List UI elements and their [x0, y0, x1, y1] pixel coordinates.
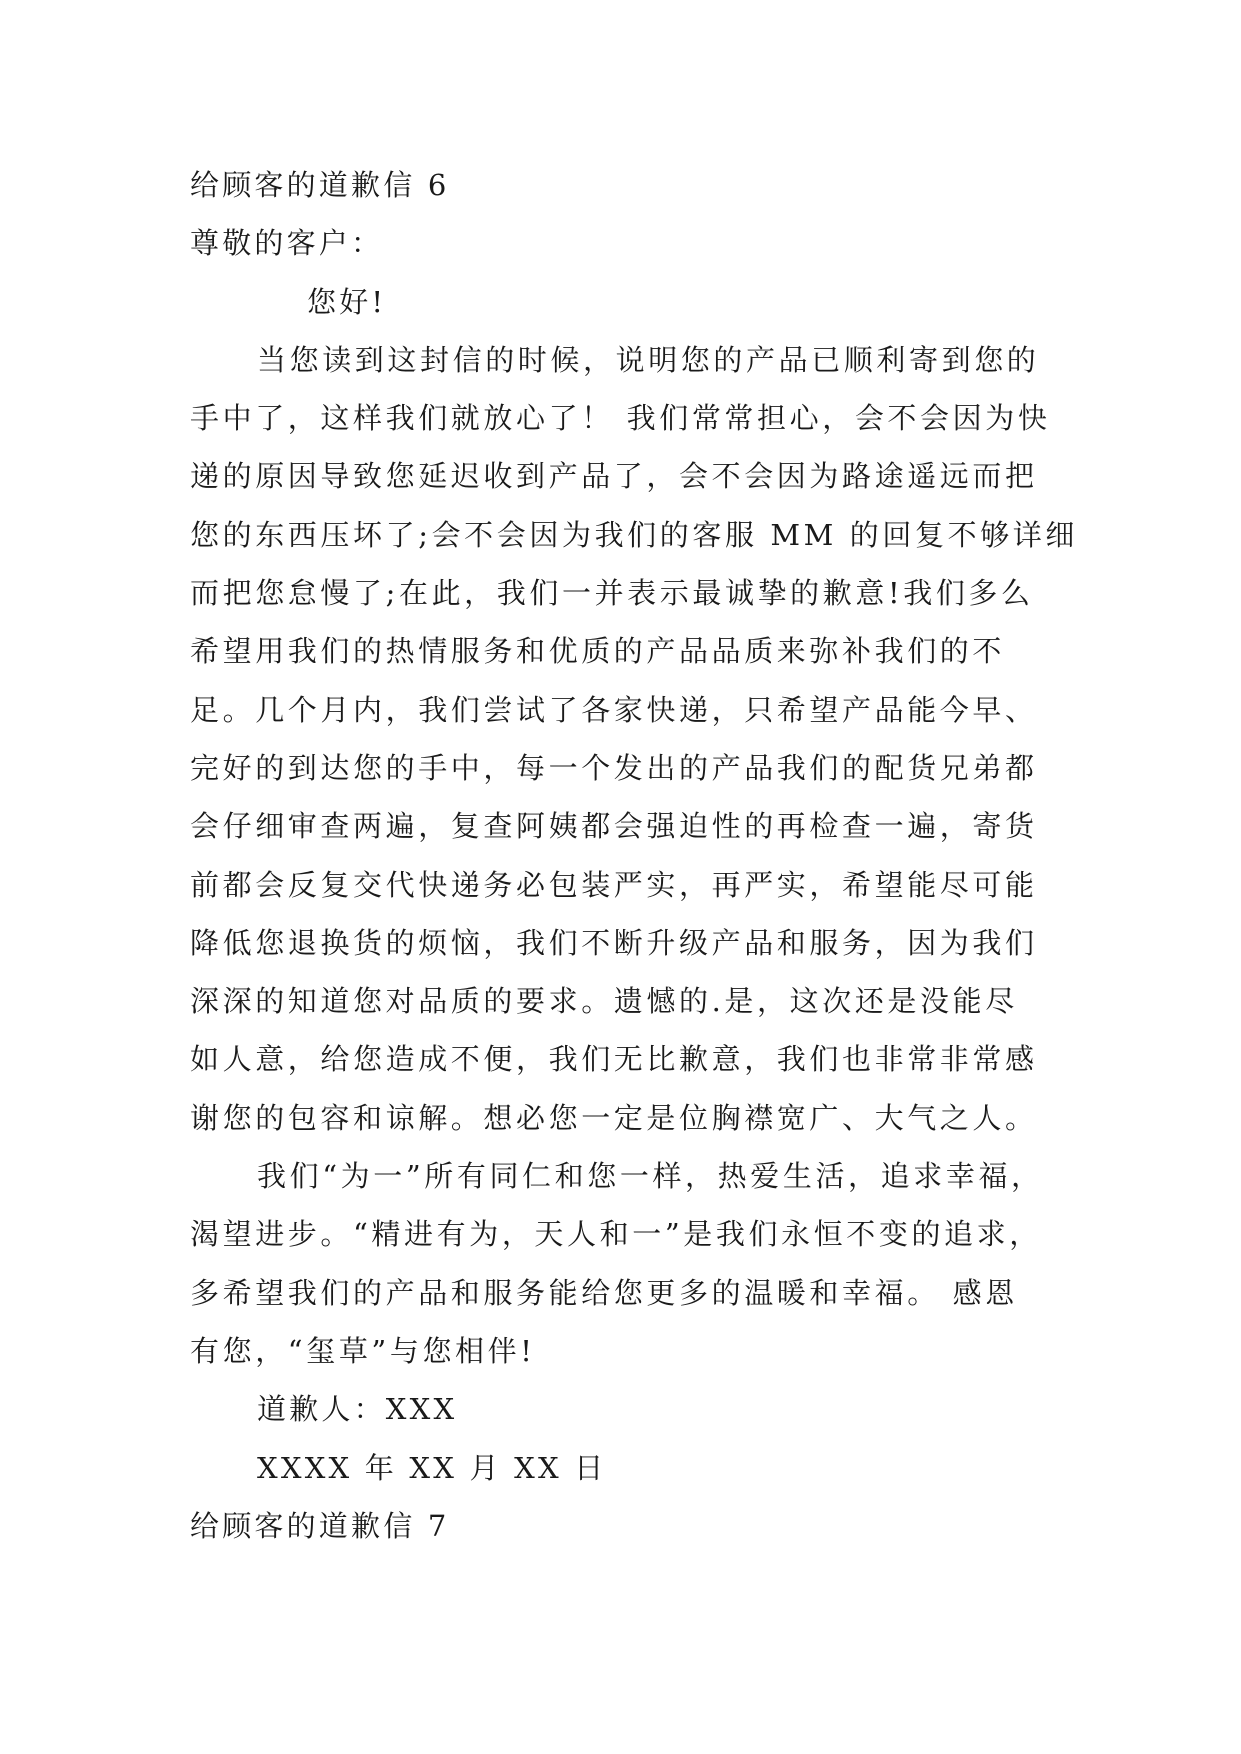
paragraph-line: 完好的到达您的手中，每一个发出的产品我们的配货兄弟都: [190, 750, 1038, 785]
letter-content: [190, 156, 1078, 1555]
paragraph-line: 会仔细审查两遍，复查阿姨都会强迫性的再检查一遍，寄货: [190, 809, 1038, 844]
paragraph-line: 足。几个月内，我们尝试了各家快递，只希望产品能今早、: [190, 692, 1038, 727]
paragraph-line: 手中了，这样我们就放心了！ 我们常常担心，会不会因为快: [190, 401, 1051, 436]
letter-heading-6: 给顾客的道歉信 6: [190, 168, 450, 202]
paragraph-line: 递的原因导致您延迟收到产品了，会不会因为路途遥远而把: [190, 459, 1038, 494]
paragraph-line: 当您读到这封信的时候，说明您的产品已顺利寄到您的: [257, 342, 1040, 377]
paragraph-line: 如人意，给您造成不便，我们无比歉意，我们也非常非常感: [190, 1042, 1038, 1077]
paragraph-line: 降低您退换货的烦恼，我们不断升级产品和服务，因为我们: [190, 925, 1038, 960]
greeting: 您好!: [307, 284, 387, 319]
signature: 道歉人：XXX: [257, 1392, 458, 1427]
paragraph-line: 前都会反复交代快递务必包装严实，再严实，希望能尽可能: [190, 867, 1038, 902]
paragraph-line: 谢您的包容和谅解。想必您一定是位胸襟宽广、大气之人。: [190, 1100, 1038, 1135]
paragraph-line: 多希望我们的产品和服务能给您更多的温暖和幸福。 感恩: [190, 1275, 1018, 1310]
paragraph-line: 渴望进步。“精进有为，天人和一”是我们永恒不变的追求，: [190, 1217, 1042, 1252]
paragraph-line: 您的东西压坏了;会不会因为我们的客服 MM 的回复不够详细: [190, 517, 1078, 552]
paragraph-line: 我们“为一”所有同仁和您一样，热爱生活，追求幸福，: [257, 1159, 1044, 1194]
letter-heading-7: 给顾客的道歉信 7: [190, 1508, 450, 1543]
paragraph-line: 希望用我们的热情服务和优质的产品品质来弥补我们的不: [190, 634, 1006, 669]
paragraph-line: 深深的知道您对品质的要求。遗憾的.是，这次还是没能尽: [190, 984, 1018, 1019]
date: XXXX 年 XX 月 XX 日: [257, 1450, 607, 1485]
salutation: 尊敬的客户：: [190, 226, 384, 261]
paragraph-line: 而把您怠慢了;在此，我们一并表示最诚挚的歉意!我们多么: [190, 576, 1034, 611]
paragraph-2: [190, 1147, 1070, 1380]
paragraph-1: [190, 331, 1078, 1147]
paragraph-line: 有您，“玺草”与您相伴!: [190, 1333, 536, 1368]
